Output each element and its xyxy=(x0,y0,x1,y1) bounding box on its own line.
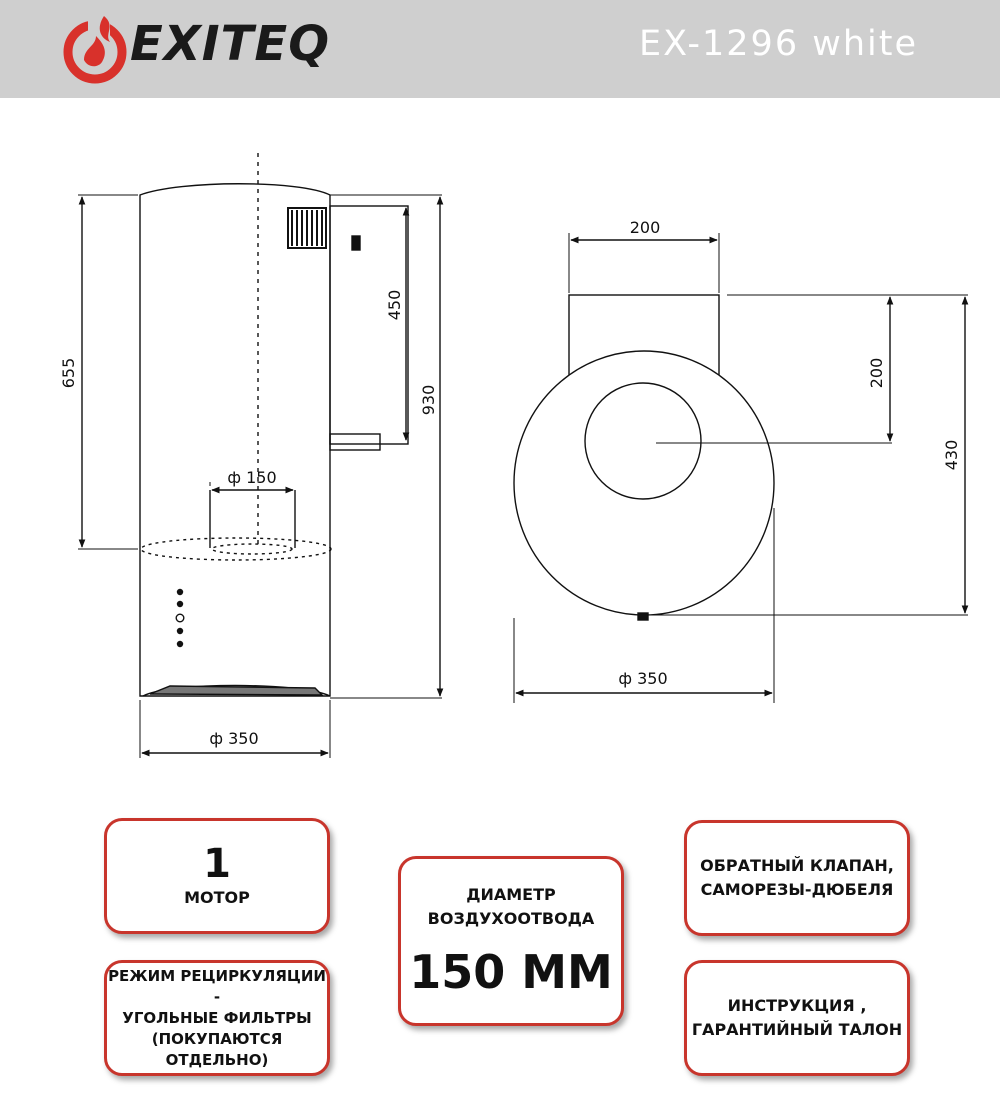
control-buttons-icon xyxy=(176,589,184,647)
recirculation-line1: РЕЖИМ РЕЦИРКУЛЯЦИИ - xyxy=(108,966,326,1006)
model-name: EX-1296 white xyxy=(639,24,918,64)
header-bar xyxy=(0,0,1000,98)
dim-side-body-diameter: ф 350 xyxy=(209,729,259,748)
hood-top-circle xyxy=(514,351,774,615)
dim-top-diameter: ф 350 xyxy=(618,669,668,688)
side-view xyxy=(78,153,442,758)
docs-line2: ГАРАНТИЙНЫЙ ТАЛОН xyxy=(691,1020,903,1039)
flame-logo-icon xyxy=(60,8,130,88)
filter-ellipse xyxy=(141,538,331,560)
top-view xyxy=(514,233,968,703)
wall-duct-base xyxy=(330,434,380,450)
valve-line1: ОБРАТНЫЙ КЛАПАН, xyxy=(700,856,894,875)
recirculation-line2: УГОЛЬНЫЕ ФИЛЬТРЫ xyxy=(122,1008,312,1027)
docs-line1: ИНСТРУКЦИЯ , xyxy=(727,996,867,1015)
dim-side-655: 655 xyxy=(59,357,78,389)
valve-box xyxy=(684,820,910,936)
dim-top-200-width: 200 xyxy=(629,218,661,237)
motor-label: МОТОР xyxy=(184,888,250,907)
brand-logo xyxy=(60,8,380,90)
valve-line2: САМОРЕЗЫ-ДЮБЕЛЯ xyxy=(700,880,894,899)
vent-grille xyxy=(288,208,326,248)
recirculation-line3: (ПОКУПАЮТСЯ ОТДЕЛЬНО) xyxy=(151,1029,283,1069)
diameter-line2: ВОЗДУХООТВОДА xyxy=(427,909,595,928)
motor-count: 1 xyxy=(203,841,231,887)
recirculation-box xyxy=(104,960,330,1076)
diameter-line1: ДИАМЕТР xyxy=(466,885,556,904)
bottom-grille xyxy=(150,686,322,695)
technical-drawing xyxy=(0,98,1000,798)
duct-diameter-box xyxy=(398,856,624,1026)
dim-side-450: 450 xyxy=(385,289,404,321)
brand-name: EXITEQ xyxy=(130,16,330,72)
motor-box xyxy=(104,818,330,934)
dim-side-930: 930 xyxy=(419,384,438,416)
wall-duct-box xyxy=(330,206,408,444)
diameter-value: 150 ММ xyxy=(409,945,613,999)
hood-body xyxy=(140,184,330,696)
docs-box xyxy=(684,960,910,1076)
dim-top-430: 430 xyxy=(942,439,961,471)
dim-side-duct-diameter: ф 150 xyxy=(227,468,277,487)
dim-top-200-depth: 200 xyxy=(867,357,886,389)
